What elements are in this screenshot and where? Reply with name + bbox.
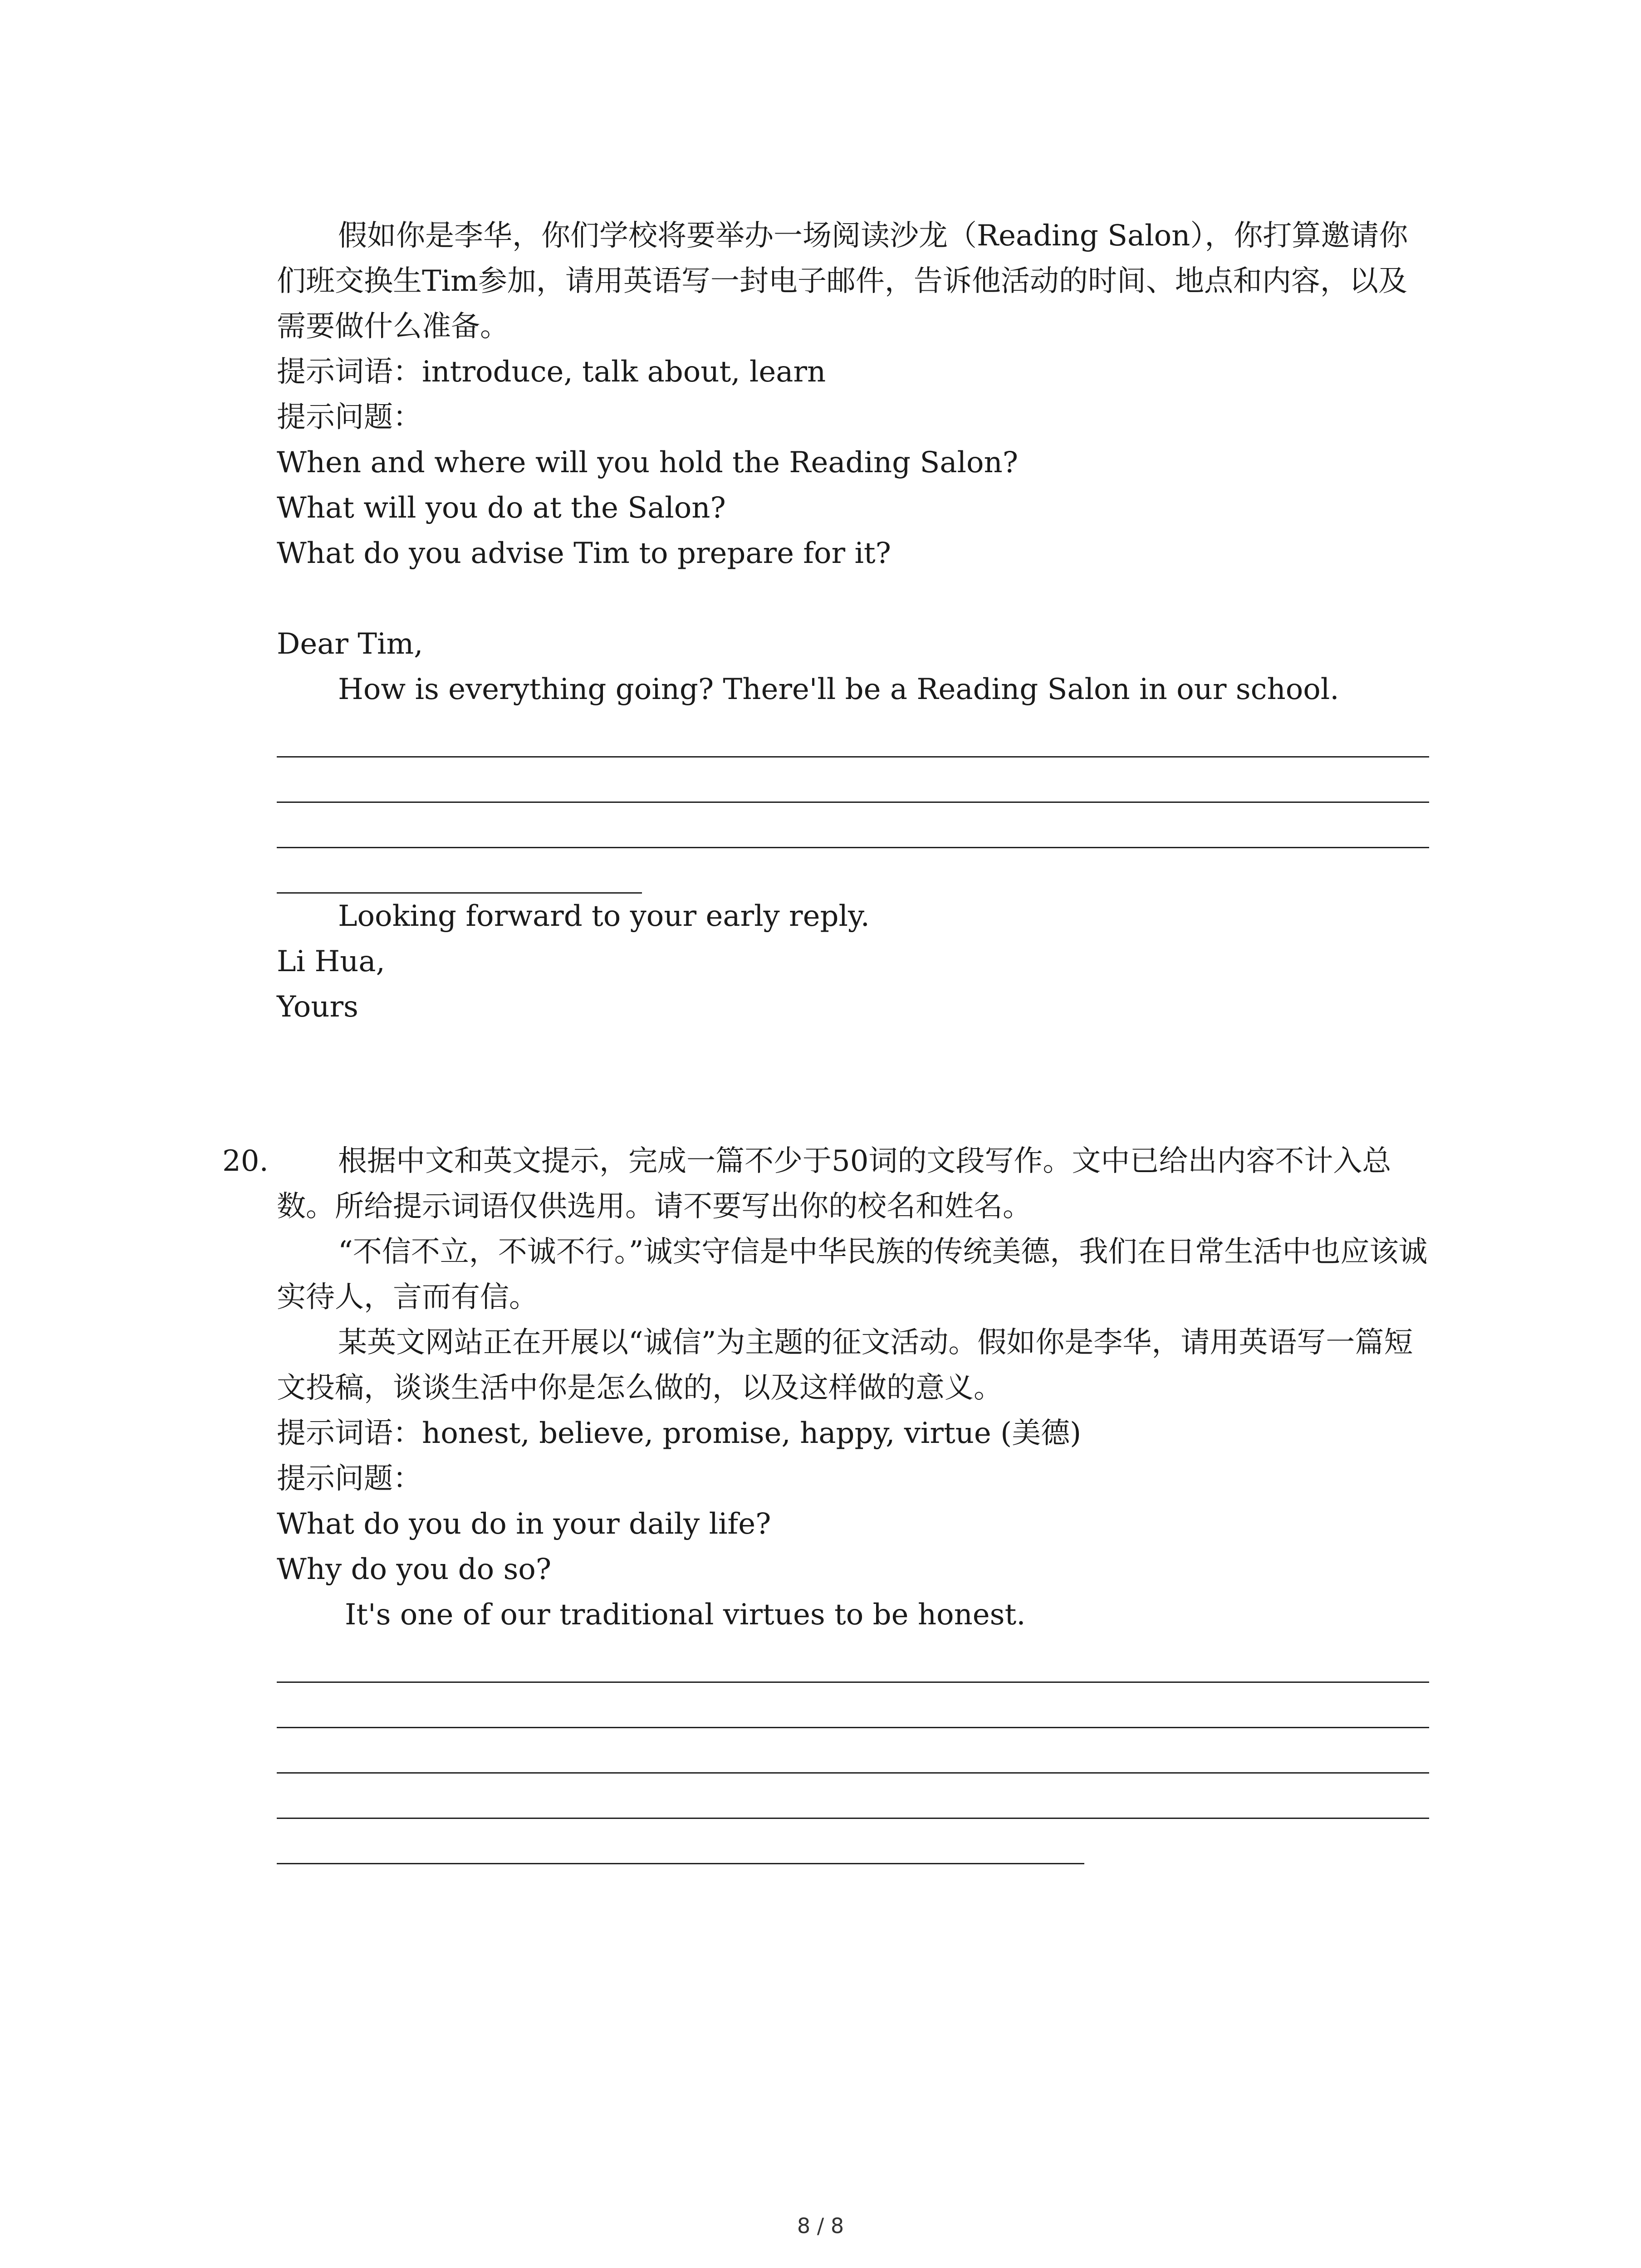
writing-task-20 — [222, 1139, 1429, 1864]
task19-signature-name: Li Hua, — [277, 945, 385, 978]
task20-context: 某英文网站正在开展以“诚信”为主题的征文活动。假如你是李华，请用英语写一篇短文投稿，谈谈生活中你是怎么做的，以及这样做的意义。 — [277, 1326, 1413, 1405]
answer-line-8[interactable] — [277, 1774, 1429, 1819]
page-number: 8 / 8 — [797, 2214, 844, 2238]
task20-opening: It's one of our traditional virtues to be honest. — [345, 1598, 1026, 1632]
answer-line-4[interactable] — [277, 848, 642, 894]
task20-quote: “不信不立，不诚不行。”诚实守信是中华民族的传统美德，我们在日常生活中也应该诚实待人，言而有信。 — [277, 1235, 1428, 1314]
answer-line-5[interactable] — [277, 1637, 1429, 1683]
task19-question-2: What will you do at the Salon? — [277, 491, 726, 525]
task19-question-1: When and where will you hold the Reading Salon? — [277, 446, 1018, 479]
question-number: 20. — [222, 1144, 269, 1178]
task20-hint-questions-label: 提示问题： — [277, 1462, 422, 1496]
task20-instruction: 根据中文和英文提示，完成一篇不少于50词的文段写作。文中已给出内容不计入总数。所给提示词语仅供选用。请不要写出你的校名和姓名。 — [277, 1144, 1391, 1223]
answer-line-9[interactable] — [277, 1819, 1084, 1864]
page-content — [222, 213, 1429, 1864]
task19-hint-questions-label: 提示问题： — [277, 401, 422, 434]
spacer — [277, 576, 1429, 621]
writing-task-19 — [277, 213, 1429, 1030]
answer-line-6[interactable] — [277, 1683, 1429, 1728]
answer-line-2[interactable] — [277, 758, 1429, 803]
task19-hint-words: 提示词语：introduce, talk about, learn — [277, 355, 826, 389]
task20-question-1: What do you do in your daily life? — [277, 1507, 771, 1541]
task19-question-3: What do you advise Tim to prepare for it? — [277, 537, 891, 570]
task19-closing: Looking forward to your early reply. — [338, 899, 870, 933]
task19-greeting: Dear Tim, — [277, 627, 423, 661]
task19-signature-yours: Yours — [277, 990, 358, 1024]
task20-question-2: Why do you do so? — [277, 1553, 552, 1586]
answer-line-7[interactable] — [277, 1728, 1429, 1774]
task20-hint-words: 提示词语：honest, believe, promise, happy, virtue (美德) — [277, 1417, 1082, 1450]
task19-opening: How is everything going? There'll be a Reading Salon in our school. — [338, 673, 1339, 706]
answer-line-1[interactable] — [277, 712, 1429, 758]
task19-intro: 假如你是李华，你们学校将要举办一场阅读沙龙（Reading Salon），你打算邀请你们班交换生Tim参加，请用英语写一封电子邮件，告诉他活动的时间、地点和内容，以及需要做什么准备。 — [277, 219, 1408, 343]
answer-line-3[interactable] — [277, 803, 1429, 848]
